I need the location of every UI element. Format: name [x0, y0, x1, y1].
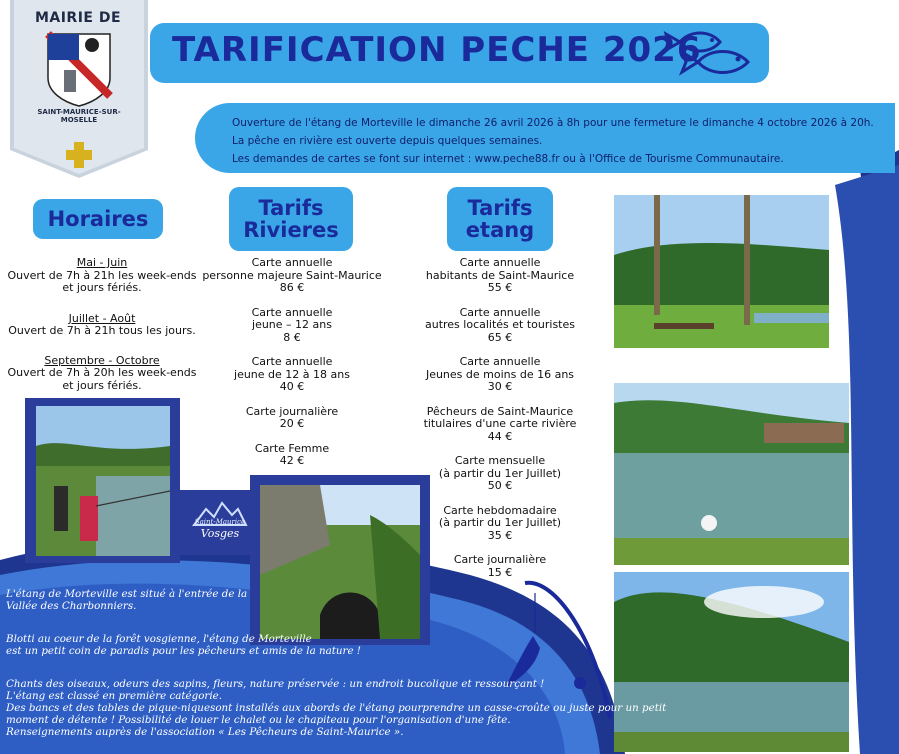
tariff-line: Jeunes de moins de 16 ans [425, 367, 575, 381]
tariff-price: 44 € [487, 429, 513, 443]
photo-pond-flowers [614, 383, 849, 565]
bottom-paragraph-3 [6, 678, 666, 738]
period-label: Septembre - Octobre [44, 353, 160, 367]
tariff-line: jeune de 12 à 18 ans [234, 367, 350, 381]
etang-title-line2: etang [465, 218, 535, 242]
photo-picnic-area [614, 195, 829, 348]
tariff-item [196, 443, 388, 468]
bottom-paragraph-2 [6, 633, 361, 657]
page-title: TARIFICATION PECHE 2026 [172, 30, 702, 70]
text-line: L'étang de Morteville est situé à l'entrée de la [6, 588, 248, 600]
tariff-price: 35 € [487, 528, 513, 542]
tariff-item [415, 406, 585, 444]
text-line: Chants des oiseaux, odeurs des sapins, fleurs, nature préservée : un endroit bucolique et ressourçant ! [6, 678, 545, 690]
info-requests: Les demandes de cartes se font sur internet : www.peche88.fr ou à l'Office de Tourisme Communautaire. [232, 153, 784, 165]
tariff-line: Pêcheurs de Saint-Maurice [426, 404, 574, 418]
text-line: Renseignements auprès de l'association « Les Pêcheurs de Saint-Maurice ». [6, 726, 404, 738]
horaires-period [0, 313, 204, 338]
etang-list [415, 257, 585, 579]
etang-badge [447, 187, 553, 251]
tariff-price: 55 € [487, 281, 513, 294]
etang-title-line1: Tarifs [467, 195, 533, 220]
rivieres-title-line2: Rivieres [243, 218, 339, 242]
commune-label: SAINT-MAURICE-SUR-MOSELLE [37, 108, 121, 124]
tariff-item [415, 554, 585, 579]
horaires-title: Horaires [47, 206, 149, 231]
tariff-price: 30 € [487, 380, 513, 393]
mairie-label: MAIRIE DE [34, 10, 122, 26]
period-label: Mai - Juin [76, 256, 128, 269]
text-line: est un petit coin de paradis pour les pêcheurs et amis de la nature ! [6, 645, 361, 657]
period-line: et jours fériés. [62, 281, 142, 294]
tariff-line: Carte annuelle [459, 355, 541, 368]
period-line: Ouvert de 7h à 21h les week-ends [7, 268, 197, 282]
tariff-price: 8 € [283, 330, 301, 344]
period-line: et jours fériés. [62, 378, 142, 392]
logo-line1: Saint-Maurice [194, 518, 246, 526]
horaires-period [0, 355, 204, 393]
fish-icon [660, 24, 752, 82]
tariff-price: 86 € [279, 281, 305, 294]
rivieres-badge [229, 187, 353, 251]
horaires-period [0, 257, 204, 295]
tariff-line: titulaires d'une carte rivière [423, 417, 577, 430]
tariff-item [196, 406, 388, 431]
tariff-line: (à partir du 1er Juillet) [438, 516, 562, 529]
tariff-line: personne majeure Saint-Maurice [202, 268, 382, 282]
tariff-line: Carte annuelle [251, 305, 333, 319]
photo-kids-fishing [36, 406, 170, 556]
text-line: Des bancs et des tables de pique-niquesont installés aux abords de l'étang pourprendre un casse-croûte ou juste pour un petit [6, 702, 667, 714]
period-line: Ouvert de 7h à 20h les week-ends [7, 366, 197, 379]
tariff-item [196, 257, 388, 295]
tariff-line: jeune – 12 ans [252, 318, 332, 331]
tariff-item [415, 257, 585, 295]
tariff-line: Carte annuelle [459, 305, 541, 319]
tariff-item [196, 307, 388, 345]
rivieres-list [196, 257, 388, 468]
tariff-price: 20 € [279, 417, 305, 430]
tariff-line: autres localités et touristes [424, 318, 575, 331]
tariff-price: 40 € [279, 380, 305, 393]
period-label: Juillet - Août [68, 311, 136, 325]
tariff-line: Carte hebdomadaire [443, 503, 557, 517]
tariff-item [415, 455, 585, 493]
town-crest [10, 0, 148, 178]
tariff-line: Carte journalière [453, 553, 547, 566]
horaires-badge [33, 199, 163, 239]
horaires-list [0, 257, 204, 392]
tariff-line: Carte journalière [245, 404, 339, 418]
text-line: Vallée des Charbonniers. [6, 600, 137, 612]
text-line: L'étang est classé en première catégorie. [6, 690, 223, 702]
tariff-price: 42 € [279, 454, 305, 467]
tariff-line: Carte mensuelle [454, 454, 546, 467]
tariff-line: Carte annuelle [251, 355, 333, 368]
text-line: moment de détente ! Possibilité de louer le chalet ou le chapiteau pour l'organisation d'une fête. [6, 714, 511, 726]
tariff-item [415, 505, 585, 543]
tariff-price: 50 € [487, 479, 513, 492]
info-opening: Ouverture de l'étang de Morteville le dimanche 26 avril 2026 à 8h pour une fermeture le dimanche 4 octobre 2026 à 20h. [232, 117, 874, 129]
tariff-price: 65 € [487, 330, 513, 344]
tariff-line: Carte annuelle [459, 256, 541, 269]
photo-tunnel [260, 485, 420, 639]
info-river: La pêche en rivière est ouverte depuis quelques semaines. [232, 135, 543, 147]
tariff-item [196, 356, 388, 394]
tariff-item [415, 356, 585, 394]
text-line: Blotti au coeur de la forêt vosgienne, l'étang de Morteville [6, 633, 312, 645]
tariff-line: (à partir du 1er Juillet) [438, 466, 562, 480]
tariff-line: Carte annuelle [251, 256, 333, 269]
tariff-item [415, 307, 585, 345]
bottom-paragraph-1 [6, 588, 247, 612]
tariff-price: 15 € [487, 565, 513, 579]
tariff-line: Carte Femme [254, 441, 330, 455]
tariff-line: habitants de Saint-Maurice [425, 268, 575, 282]
period-line: Ouvert de 7h à 21h tous les jours. [8, 324, 196, 337]
logo-line2: Vosges [200, 527, 240, 540]
rivieres-title-line1: Tarifs [258, 195, 324, 220]
